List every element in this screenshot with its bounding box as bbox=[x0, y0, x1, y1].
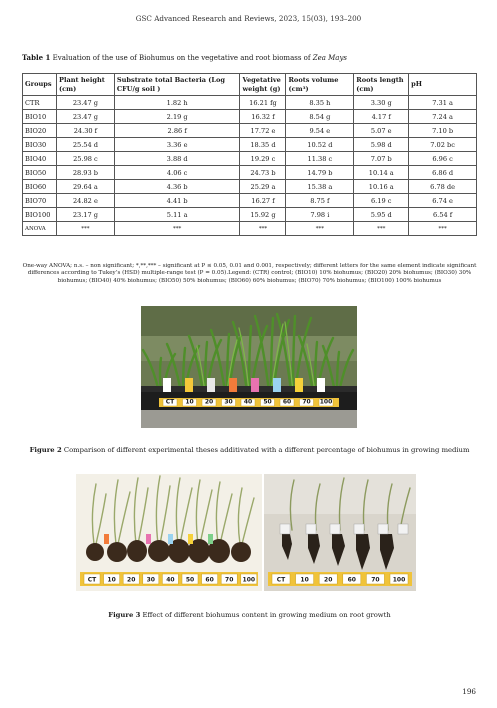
table-cell: 7.24 a bbox=[409, 110, 477, 124]
running-head: GSC Advanced Research and Reviews, 2023, 15(03), 193–200 bbox=[135, 14, 362, 23]
label-tag-text: 70 bbox=[302, 398, 311, 406]
table-cell: 6.96 c bbox=[409, 152, 477, 166]
table-header-row bbox=[23, 74, 477, 96]
table-cell: *** bbox=[409, 222, 477, 236]
table-cell: 8.35 h bbox=[286, 96, 354, 110]
figure3-caption-text: Effect of different biohumus content in growing medium on root growth bbox=[142, 611, 391, 619]
row-group-cell: ANOVA bbox=[23, 222, 57, 236]
table-row bbox=[23, 138, 477, 152]
table-cell: 6.86 d bbox=[409, 166, 477, 180]
table-cell: 6.19 c bbox=[354, 194, 409, 208]
table-cell: 4.17 f bbox=[354, 110, 409, 124]
figure2-photo bbox=[141, 306, 357, 428]
label-tag-text: 30 bbox=[224, 398, 233, 406]
figure2-tray-labels bbox=[163, 398, 333, 406]
table-row bbox=[23, 208, 477, 222]
figure3-caption-label: Figure 3 bbox=[108, 611, 141, 619]
table-cell: 6.54 f bbox=[409, 208, 477, 222]
table-cell: 3.88 d bbox=[114, 152, 240, 166]
header-substrate-bacteria: Substrate total Bacteria (Log CFU/g soil ) bbox=[114, 74, 240, 96]
table-cell: 23.47 g bbox=[56, 110, 114, 124]
label-tag-text: 70 bbox=[371, 576, 380, 584]
table-cell: 29.64 a bbox=[56, 180, 114, 194]
header-roots-length: Roots length (cm) bbox=[354, 74, 409, 96]
table-row bbox=[23, 110, 477, 124]
table-cell: 4.41 b bbox=[114, 194, 240, 208]
table-caption-species: Zea Mays bbox=[312, 54, 347, 62]
table-body bbox=[23, 96, 477, 236]
label-tag-text: 50 bbox=[185, 576, 195, 584]
header-groups: Groups bbox=[23, 74, 57, 96]
table-cell: 16.21 fg bbox=[240, 96, 286, 110]
table-row bbox=[23, 152, 477, 166]
table-row bbox=[23, 222, 477, 236]
table-cell: *** bbox=[114, 222, 240, 236]
table-cell: 19.29 c bbox=[240, 152, 286, 166]
header-plant-height: Plant height (cm) bbox=[56, 74, 114, 96]
figure3-right-illustration bbox=[264, 474, 416, 591]
table-cell: 7.07 b bbox=[354, 152, 409, 166]
table-cell: 10.16 a bbox=[354, 180, 409, 194]
row-group-cell: BIO50 bbox=[23, 166, 57, 180]
header-vegetative-weight: Vegetative weight (g) bbox=[240, 74, 286, 96]
figure2-caption bbox=[22, 446, 477, 455]
results-table bbox=[22, 73, 477, 236]
header-roots-volume: Roots volume (cm³) bbox=[286, 74, 354, 96]
table-cell: 25.98 c bbox=[56, 152, 114, 166]
table-cell: 16.27 f bbox=[240, 194, 286, 208]
table-cell: 7.98 i bbox=[286, 208, 354, 222]
row-group-cell: BIO30 bbox=[23, 138, 57, 152]
table-cell: 1.82 h bbox=[114, 96, 240, 110]
table-cell: 23.47 g bbox=[56, 96, 114, 110]
label-tag-text: 40 bbox=[243, 398, 253, 406]
label-tag-text: 60 bbox=[282, 398, 292, 406]
table-cell: 28.93 b bbox=[56, 166, 114, 180]
figure3-photo-right bbox=[264, 474, 416, 591]
table-cell: 18.35 d bbox=[240, 138, 286, 152]
label-tag-text: 20 bbox=[324, 576, 333, 584]
row-group-cell: CTR bbox=[23, 96, 57, 110]
table-row bbox=[23, 124, 477, 138]
table-row bbox=[23, 180, 477, 194]
figure2-caption-text: Comparison of different experimental theses additivated with a different percentage of biohumus in growing medium bbox=[63, 446, 470, 454]
table-cell: *** bbox=[56, 222, 114, 236]
label-tag-text: 100 bbox=[242, 576, 256, 584]
table-cell: 15.92 g bbox=[240, 208, 286, 222]
label-tag-text: CT bbox=[165, 398, 175, 406]
table-cell: 6.74 e bbox=[409, 194, 477, 208]
label-tag-text: 20 bbox=[127, 576, 136, 584]
table-cell: 2.19 g bbox=[114, 110, 240, 124]
page-number: 196 bbox=[462, 687, 476, 696]
figure2-caption-label: Figure 2 bbox=[29, 446, 62, 454]
label-tag-text: 30 bbox=[146, 576, 155, 584]
table-cell: 15.38 a bbox=[286, 180, 354, 194]
label-tag-text: 10 bbox=[107, 576, 116, 584]
table-cell: *** bbox=[240, 222, 286, 236]
table-cell: 5.11 a bbox=[114, 208, 240, 222]
table-cell: 6.78 de bbox=[409, 180, 477, 194]
table-cell: 3.36 e bbox=[114, 138, 240, 152]
table-caption-text: Evaluation of the use of Biohumus on the vegetative and root biomass of bbox=[52, 54, 311, 62]
table-cell: 16.32 f bbox=[240, 110, 286, 124]
table-cell: 7.02 bc bbox=[409, 138, 477, 152]
table-cell: 10.52 d bbox=[286, 138, 354, 152]
table-cell: 23.17 g bbox=[56, 208, 114, 222]
table-cell: 25.29 a bbox=[240, 180, 286, 194]
table-cell: *** bbox=[354, 222, 409, 236]
table-note: One-way ANOVA; n.s. – non significant; *,**,*** – significant at P ≤ 0.05, 0.01 and 0.001, respectively; different letters for the same element indicate significant differences according to Tukey’s (HSD) multiple-range test (P = 0.05).Legend: (CTR) control; (BIO10) 10% biohumus; (BIO20) 20% biohumus; (BIO30) 30% biohumus; (BIO40) 40% biohumus; (BIO50) 50% biohumus; (BIO60) 60% biohumus; (BIO70) 70% biohumus; (BIO100) 100% biohumus bbox=[22, 263, 477, 284]
label-tag-text: CT bbox=[276, 576, 286, 584]
row-group-cell: BIO100 bbox=[23, 208, 57, 222]
table-cell: 7.31 a bbox=[409, 96, 477, 110]
label-tag-text: 100 bbox=[319, 398, 333, 406]
figure3-left-illustration bbox=[76, 474, 262, 591]
table-cell: 24.82 e bbox=[56, 194, 114, 208]
table-cell: 5.07 e bbox=[354, 124, 409, 138]
table-cell: 8.75 f bbox=[286, 194, 354, 208]
label-tag-text: 60 bbox=[205, 576, 214, 584]
table-row bbox=[23, 166, 477, 180]
table-cell: 5.95 d bbox=[354, 208, 409, 222]
label-tag-text: 10 bbox=[300, 576, 309, 584]
table-row bbox=[23, 194, 477, 208]
label-tag-text: CT bbox=[87, 576, 97, 584]
table-cell: 2.86 f bbox=[114, 124, 240, 138]
table-caption bbox=[22, 53, 477, 62]
table-cell: 4.36 b bbox=[114, 180, 240, 194]
table-cell: 3.30 g bbox=[354, 96, 409, 110]
label-tag-text: 40 bbox=[166, 576, 175, 584]
table-cell: 10.14 a bbox=[354, 166, 409, 180]
row-group-cell: BIO40 bbox=[23, 152, 57, 166]
table-cell: 8.54 g bbox=[286, 110, 354, 124]
table-cell: 4.06 c bbox=[114, 166, 240, 180]
table-cell: 5.98 d bbox=[354, 138, 409, 152]
label-tag-text: 70 bbox=[225, 576, 234, 584]
table-cell: 25.54 d bbox=[56, 138, 114, 152]
figure3-photo-left bbox=[76, 474, 262, 591]
row-group-cell: BIO70 bbox=[23, 194, 57, 208]
table-cell: 24.73 b bbox=[240, 166, 286, 180]
figure3-caption bbox=[22, 611, 477, 619]
row-group-cell: BIO10 bbox=[23, 110, 57, 124]
table-cell: 17.72 e bbox=[240, 124, 286, 138]
row-group-cell: BIO60 bbox=[23, 180, 57, 194]
table-cell: *** bbox=[286, 222, 354, 236]
row-group-cell: BIO20 bbox=[23, 124, 57, 138]
table-cell: 24.30 f bbox=[56, 124, 114, 138]
label-tag-text: 10 bbox=[185, 398, 194, 406]
table-cell: 11.38 c bbox=[286, 152, 354, 166]
table-cell: 9.54 e bbox=[286, 124, 354, 138]
table-cell: 14.79 b bbox=[286, 166, 354, 180]
label-tag-text: 20 bbox=[204, 398, 214, 406]
label-tag-text: 50 bbox=[263, 398, 272, 406]
figure3-left-labels bbox=[84, 574, 257, 584]
table-cell: 7.10 b bbox=[409, 124, 477, 138]
header-ph: pH bbox=[409, 74, 477, 96]
table-row bbox=[23, 96, 477, 110]
label-tag-text: 60 bbox=[347, 576, 356, 584]
figure2-illustration bbox=[141, 306, 357, 428]
table-caption-label: Table 1 bbox=[22, 53, 51, 62]
label-tag-text: 100 bbox=[392, 576, 406, 584]
